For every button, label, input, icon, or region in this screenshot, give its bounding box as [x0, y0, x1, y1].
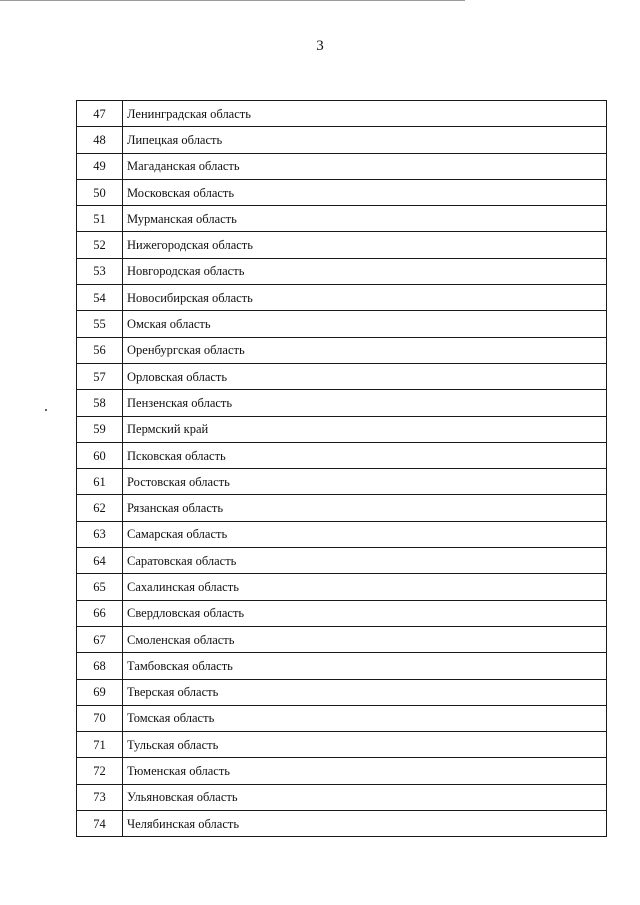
region-name: Псковская область: [123, 442, 607, 468]
region-name: Оренбургская область: [123, 337, 607, 363]
table-row: [77, 784, 607, 810]
region-name: Пензенская область: [123, 390, 607, 416]
row-number: 52: [77, 232, 123, 258]
region-name: Свердловская область: [123, 600, 607, 626]
region-name: Магаданская область: [123, 153, 607, 179]
table-row: [77, 495, 607, 521]
row-number: 67: [77, 626, 123, 652]
region-name: Тверская область: [123, 679, 607, 705]
table-row: [77, 153, 607, 179]
row-number: 48: [77, 127, 123, 153]
row-number: 59: [77, 416, 123, 442]
top-rule: [0, 0, 465, 1]
table-row: [77, 679, 607, 705]
region-name: Новгородская область: [123, 258, 607, 284]
row-number: 72: [77, 758, 123, 784]
region-name: Челябинская область: [123, 811, 607, 837]
table-row: [77, 363, 607, 389]
table-row: [77, 758, 607, 784]
table-row: [77, 179, 607, 205]
row-number: 69: [77, 679, 123, 705]
row-number: 54: [77, 285, 123, 311]
row-number: 50: [77, 179, 123, 205]
region-name: Московская область: [123, 179, 607, 205]
table-row: [77, 337, 607, 363]
row-number: 63: [77, 521, 123, 547]
page-number: 3: [316, 38, 324, 54]
row-number: 49: [77, 153, 123, 179]
region-name: Смоленская область: [123, 626, 607, 652]
region-name: Мурманская область: [123, 206, 607, 232]
region-name: Пермский край: [123, 416, 607, 442]
region-name: Самарская область: [123, 521, 607, 547]
region-name: Нижегородская область: [123, 232, 607, 258]
row-number: 61: [77, 469, 123, 495]
row-number: 71: [77, 732, 123, 758]
table-row: [77, 311, 607, 337]
region-name: Рязанская область: [123, 495, 607, 521]
row-number: 56: [77, 337, 123, 363]
row-number: 68: [77, 653, 123, 679]
region-name: Ульяновская область: [123, 784, 607, 810]
region-name: Тульская область: [123, 732, 607, 758]
region-name: Ростовская область: [123, 469, 607, 495]
table-row: [77, 626, 607, 652]
row-number: 60: [77, 442, 123, 468]
table-row: [77, 705, 607, 731]
table-row: [77, 521, 607, 547]
table-row: [77, 390, 607, 416]
table-row: [77, 653, 607, 679]
table-row: [77, 206, 607, 232]
row-number: 66: [77, 600, 123, 626]
row-number: 55: [77, 311, 123, 337]
region-name: Саратовская область: [123, 548, 607, 574]
row-number: 73: [77, 784, 123, 810]
table-row: [77, 258, 607, 284]
table-row: [77, 127, 607, 153]
row-number: 65: [77, 574, 123, 600]
row-number: 51: [77, 206, 123, 232]
row-number: 64: [77, 548, 123, 574]
region-name: Сахалинская область: [123, 574, 607, 600]
region-name: Новосибирская область: [123, 285, 607, 311]
regions-table-body: [77, 101, 607, 837]
table-row: [77, 232, 607, 258]
row-number: 70: [77, 705, 123, 731]
table-row: [77, 442, 607, 468]
table-row: [77, 811, 607, 837]
table-row: [77, 548, 607, 574]
row-number: 57: [77, 363, 123, 389]
table-row: [77, 285, 607, 311]
table-row: [77, 574, 607, 600]
table-row: [77, 101, 607, 127]
region-name: Липецкая область: [123, 127, 607, 153]
row-number: 53: [77, 258, 123, 284]
region-name: Тамбовская область: [123, 653, 607, 679]
region-name: Тюменская область: [123, 758, 607, 784]
row-number: 47: [77, 101, 123, 127]
table-row: [77, 416, 607, 442]
row-number: 62: [77, 495, 123, 521]
region-name: Томская область: [123, 705, 607, 731]
table-row: [77, 732, 607, 758]
region-name: Орловская область: [123, 363, 607, 389]
scan-speck: [45, 409, 47, 411]
table-row: [77, 469, 607, 495]
table-row: [77, 600, 607, 626]
regions-table: [76, 100, 607, 837]
row-number: 74: [77, 811, 123, 837]
region-name: Омская область: [123, 311, 607, 337]
region-name: Ленинградская область: [123, 101, 607, 127]
row-number: 58: [77, 390, 123, 416]
